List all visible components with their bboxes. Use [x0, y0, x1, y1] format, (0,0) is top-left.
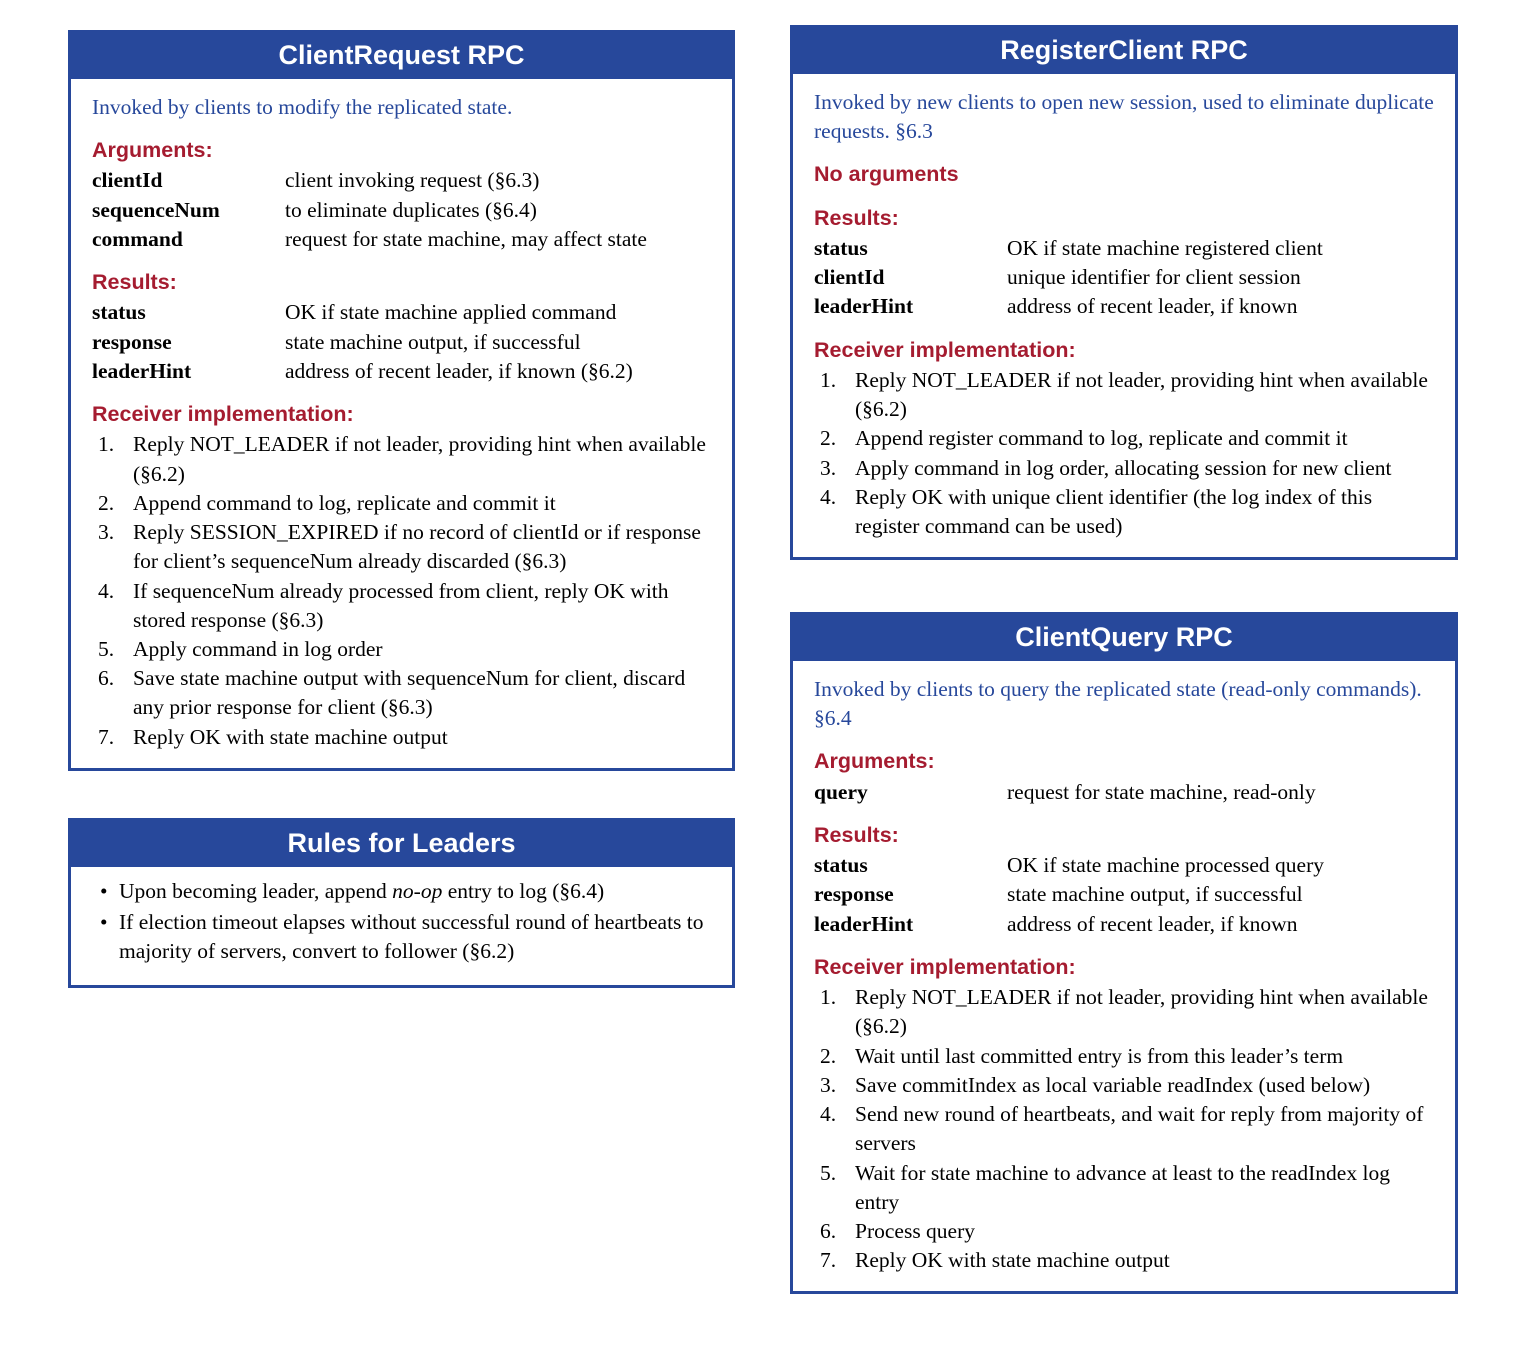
step-text: Wait for state machine to advance at least to the readIndex log entry [855, 1160, 1390, 1214]
param-row [92, 196, 712, 225]
param-term: leaderHint [92, 358, 192, 383]
step-number: 4. [820, 484, 837, 509]
section-label-arguments: Arguments: [814, 749, 935, 774]
step-number: 4. [98, 578, 115, 603]
step-text: Reply NOT_LEADER if not leader, providing hint when available (§6.2) [855, 367, 1428, 422]
param-row [92, 328, 712, 357]
param-desc: OK if state machine processed query [1007, 853, 1325, 878]
param-desc: unique identifier for client session [1007, 265, 1301, 290]
param-desc: request for state machine, read-only [1007, 779, 1316, 804]
step-text: Save state machine output with sequenceNum for client, discard any prior response for client (§6.3) [133, 666, 686, 720]
section-label-receiver: Receiver implementation: [814, 337, 1076, 362]
panel-title: ClientRequest RPC [71, 33, 732, 79]
step-text: Reply SESSION_EXPIRED if no record of clientId or if response for client’s sequenceNum already discarded (§6.3) [133, 520, 701, 574]
param-term: status [814, 853, 868, 878]
param-term: query [814, 779, 868, 804]
param-row [814, 234, 1435, 263]
step-text: Reply NOT_LEADER if not leader, providing hint when available (§6.2) [855, 985, 1428, 1039]
param-term: response [92, 329, 172, 354]
panel-title: Rules for Leaders [71, 821, 732, 867]
step-text: Send new round of heartbeats, and wait for reply from majority of servers [855, 1102, 1424, 1156]
step-row [92, 723, 712, 752]
param-row [92, 298, 712, 327]
param-row [92, 225, 712, 254]
section-label-receiver: Receiver implementation: [814, 954, 1076, 979]
param-desc: address of recent leader, if known [1007, 294, 1298, 319]
step-number: 2. [820, 1043, 837, 1068]
step-row [92, 518, 712, 576]
param-term: status [92, 300, 146, 325]
bullet-text-part: Upon becoming leader, append [119, 879, 393, 903]
bullet-icon: • [100, 910, 108, 935]
panel-body [71, 79, 732, 768]
panel-body [793, 74, 1455, 557]
step-text: Reply NOT_LEADER if not leader, providing hint when available (§6.2) [133, 432, 706, 486]
step-text: Reply OK with state machine output [133, 724, 448, 749]
bullet-text [119, 908, 712, 966]
param-desc: address of recent leader, if known [1007, 911, 1298, 936]
bullet-item [92, 877, 712, 906]
param-term: status [814, 235, 868, 260]
section-label-receiver: Receiver implementation: [92, 402, 354, 427]
step-number: 1. [98, 432, 115, 457]
param-row [814, 851, 1435, 880]
step-text: Wait until last committed entry is from this leader’s term [855, 1043, 1344, 1068]
step-text: If sequenceNum already processed from client, reply OK with stored response (§6.3) [133, 578, 669, 632]
param-desc: state machine output, if successful [1007, 882, 1303, 907]
step-row [814, 1159, 1435, 1217]
step-text: Apply command in log order, allocating session for new client [855, 455, 1392, 480]
param-desc: state machine output, if successful [285, 329, 581, 354]
param-desc: to eliminate duplicates (§6.4) [285, 197, 537, 222]
panel-title: ClientQuery RPC [793, 615, 1455, 661]
section-label-results: Results: [814, 205, 899, 230]
step-text: Append register command to log, replicate and commit it [855, 426, 1348, 451]
step-number: 3. [820, 1072, 837, 1097]
step-number: 5. [98, 636, 115, 661]
param-row [92, 166, 712, 195]
panel-body [71, 867, 732, 985]
step-row [92, 664, 712, 722]
param-term: clientId [814, 265, 885, 290]
step-number: 5. [820, 1160, 837, 1185]
step-number: 1. [820, 985, 837, 1010]
param-term: clientId [92, 168, 163, 193]
section-label-results: Results: [92, 270, 177, 295]
param-desc: client invoking request (§6.3) [285, 168, 540, 193]
param-desc: request for state machine, may affect state [285, 226, 647, 251]
step-row [814, 1042, 1435, 1071]
step-text: Apply command in log order [133, 636, 383, 661]
step-number: 3. [820, 455, 837, 480]
step-row [92, 635, 712, 664]
param-term: response [814, 882, 894, 907]
section-label-no-arguments: No arguments [814, 162, 959, 187]
param-row [814, 910, 1435, 939]
panel-description: Invoked by clients to modify the replicated state. [92, 95, 513, 119]
step-row [814, 366, 1435, 424]
step-row [814, 983, 1435, 1041]
param-term: leaderHint [814, 911, 914, 936]
param-desc: OK if state machine registered client [1007, 235, 1323, 260]
bullet-item [92, 908, 712, 966]
step-number: 1. [820, 367, 837, 392]
step-text: Process query [855, 1218, 976, 1243]
param-term: sequenceNum [92, 197, 220, 222]
section-label-results: Results: [814, 822, 899, 847]
bullet-text-part: entry to log (§6.4) [442, 879, 605, 903]
step-number: 4. [820, 1102, 837, 1127]
param-desc: OK if state machine applied command [285, 300, 617, 325]
bullet-icon: • [100, 879, 108, 903]
step-row [814, 1100, 1435, 1158]
step-row [814, 1246, 1435, 1275]
step-row [814, 454, 1435, 483]
step-number: 2. [98, 490, 115, 515]
step-number: 7. [98, 724, 115, 749]
step-text: Append command to log, replicate and commit it [133, 490, 556, 515]
registerclient-rpc-panel [790, 25, 1458, 560]
panel-description: Invoked by new clients to open new session, used to eliminate duplicate requests. §6.3 [814, 90, 1434, 144]
param-term: leaderHint [814, 294, 914, 319]
panel-description: Invoked by clients to query the replicated state (read-only commands). §6.4 [814, 677, 1422, 731]
step-row [814, 1217, 1435, 1246]
param-row [814, 263, 1435, 292]
clientquery-rpc-panel [790, 612, 1458, 1294]
bullet-text [119, 877, 712, 906]
param-row [814, 292, 1435, 321]
step-number: 7. [820, 1248, 837, 1273]
step-row [814, 483, 1435, 541]
step-number: 3. [98, 520, 115, 545]
param-row [814, 778, 1435, 807]
step-row [92, 577, 712, 635]
panel-title: RegisterClient RPC [793, 28, 1455, 74]
clientrequest-rpc-panel [68, 30, 735, 771]
step-number: 6. [98, 666, 115, 691]
step-text: Save commitIndex as local variable readIndex (used below) [855, 1072, 1371, 1097]
step-row [92, 430, 712, 488]
panel-body [793, 661, 1455, 1291]
param-desc: address of recent leader, if known (§6.2) [285, 358, 633, 383]
bullet-text-part: If election timeout elapses without successful round of heartbeats to majority of servers, convert to follower (§6.2) [119, 910, 704, 964]
step-text: Reply OK with state machine output [855, 1248, 1170, 1273]
step-row [814, 1071, 1435, 1100]
step-number: 6. [820, 1218, 837, 1243]
param-row [92, 357, 712, 386]
rules-for-leaders-panel [68, 818, 735, 988]
section-label-arguments: Arguments: [92, 138, 213, 163]
param-term: command [92, 226, 183, 251]
step-row [92, 489, 712, 518]
step-text: Reply OK with unique client identifier (the log index of this register command can be used) [855, 484, 1373, 539]
bullet-text-emphasis: no-op [392, 879, 443, 903]
step-row [814, 424, 1435, 453]
step-number: 2. [820, 426, 837, 451]
param-row [814, 880, 1435, 909]
